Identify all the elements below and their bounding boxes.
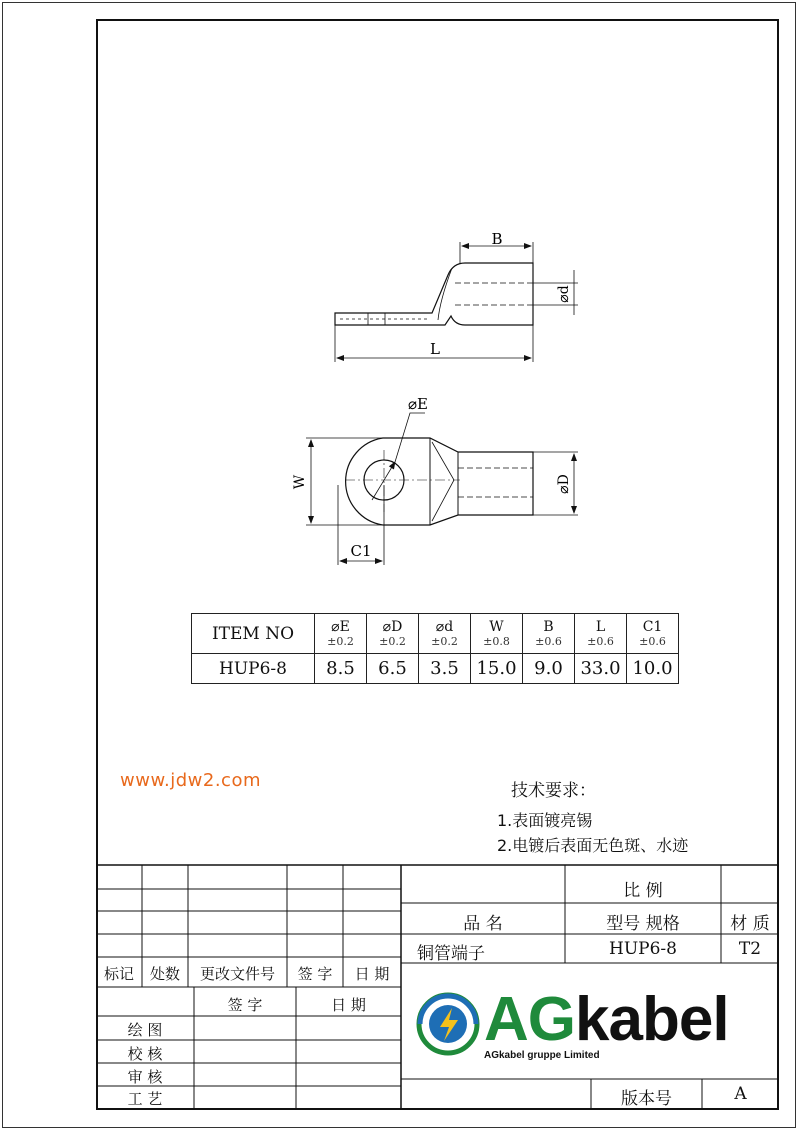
model-label: 型号 规格 xyxy=(606,914,680,934)
agkabel-logo-emblem xyxy=(419,995,477,1053)
dim-d-label: ⌀d xyxy=(556,285,572,303)
rev-header-mark: 标记 xyxy=(103,965,134,983)
version-label: 版本号 xyxy=(621,1089,672,1109)
dim-b-label: B xyxy=(491,230,503,248)
dim-e-label: ⌀E xyxy=(408,395,428,413)
rev-header-date: 日 期 xyxy=(354,965,390,983)
value-e: 8.5 xyxy=(315,654,367,684)
value-c1: 10.0 xyxy=(627,654,679,684)
rev-header-count: 处数 xyxy=(149,965,180,983)
item-no-value: HUP6-8 xyxy=(192,654,315,684)
role-checked: 校 核 xyxy=(127,1045,163,1063)
spec-col-c1: C1 ±0.6 xyxy=(627,614,679,654)
dim-w-label: W xyxy=(292,474,308,490)
date-header: 日 期 xyxy=(331,996,366,1014)
company-name: AGkabel gruppe Limited xyxy=(484,1050,600,1061)
agkabel-logo-text: AGkabel xyxy=(484,985,729,1054)
role-reviewed: 审 核 xyxy=(127,1068,163,1086)
value-l: 33.0 xyxy=(575,654,627,684)
spec-col-e: ⌀E ±0.2 xyxy=(315,614,367,654)
spec-col-l: L ±0.6 xyxy=(575,614,627,654)
dim-c1-label: C1 xyxy=(350,542,372,560)
name-label: 品 名 xyxy=(463,914,503,934)
dim-dd-label: ⌀D xyxy=(556,474,572,494)
requirement-item: 1.表面镀亮锡 xyxy=(497,811,593,830)
model-value: HUP6-8 xyxy=(609,939,677,959)
dim-l-label: L xyxy=(430,340,440,358)
item-no-header: ITEM NO xyxy=(192,614,315,654)
value-d: 6.5 xyxy=(367,654,419,684)
website-link[interactable]: www.jdw2.com xyxy=(120,770,261,791)
requirements-title: 技术要求： xyxy=(511,781,596,801)
value-b: 9.0 xyxy=(523,654,575,684)
top-view xyxy=(306,413,578,565)
scale-label: 比 例 xyxy=(623,881,663,901)
role-drawn: 绘 图 xyxy=(127,1021,163,1039)
value-w: 15.0 xyxy=(471,654,523,684)
rev-header-sign: 签 字 xyxy=(297,965,333,983)
spec-col-w: W ±0.8 xyxy=(471,614,523,654)
sign-header: 签 字 xyxy=(227,996,263,1014)
role-process: 工 艺 xyxy=(127,1090,163,1108)
rev-header-doc: 更改文件号 xyxy=(199,965,275,983)
spec-col-b: B ±0.6 xyxy=(523,614,575,654)
value-small-d: 3.5 xyxy=(419,654,471,684)
spec-col-small-d: ⌀d ±0.2 xyxy=(419,614,471,654)
material-label: 材 质 xyxy=(730,914,770,934)
requirement-item: 2.电镀后表面无色斑、水迹 xyxy=(497,836,689,855)
spec-table xyxy=(191,613,679,684)
material-value: T2 xyxy=(738,939,762,959)
version-value: A xyxy=(734,1084,747,1104)
side-view xyxy=(335,242,578,362)
name-value: 铜管端子 xyxy=(417,944,485,964)
spec-col-d: ⌀D ±0.2 xyxy=(367,614,419,654)
